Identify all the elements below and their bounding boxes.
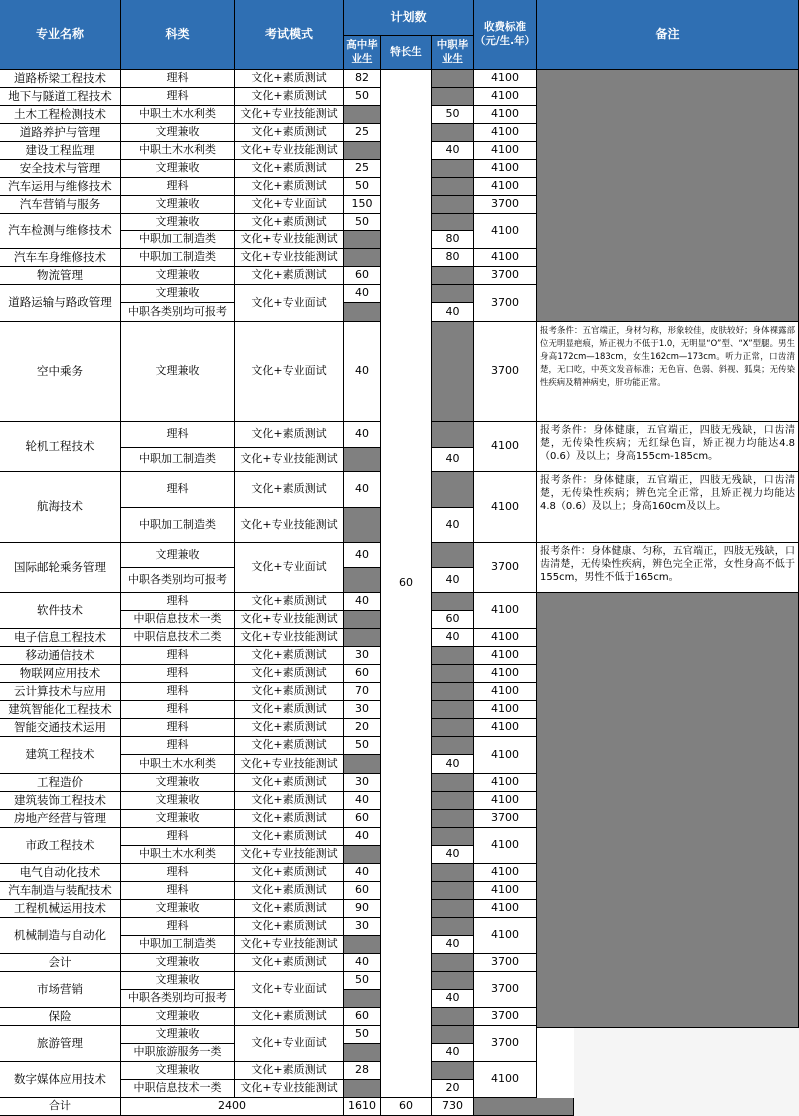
high-school-count: 40 [344, 472, 381, 508]
fee: 3700 [474, 322, 537, 422]
vocational-count-empty [432, 472, 474, 508]
exam-mode: 文化+专业面试 [235, 1026, 344, 1062]
high-school-count: 40 [344, 864, 381, 882]
fee: 4100 [474, 472, 537, 543]
exam-mode: 文化+素质测试 [235, 178, 344, 196]
vocational-count: 40 [432, 846, 474, 864]
vocational-count-empty [432, 124, 474, 142]
header-category: 科类 [121, 0, 235, 70]
exam-mode: 文化+素质测试 [235, 864, 344, 882]
exam-mode: 文化+素质测试 [235, 472, 344, 508]
category: 文理兼收 [121, 124, 235, 142]
exam-mode: 文化+素质测试 [235, 918, 344, 936]
exam-mode: 文化+专业技能测试 [235, 106, 344, 124]
major-name: 汽车制造与装配技术 [0, 882, 121, 900]
high-school-count: 40 [344, 828, 381, 846]
category: 理科 [121, 864, 235, 882]
major-name: 汽车检测与维修技术 [0, 214, 121, 249]
vocational-count-empty [432, 88, 474, 106]
category: 中职加工制造类 [121, 249, 235, 267]
category: 中职土木水利类 [121, 846, 235, 864]
vocational-count-empty [432, 737, 474, 755]
exam-mode: 文化+专业技能测试 [235, 1080, 344, 1098]
vocational-count: 40 [432, 568, 474, 593]
high-school-count: 40 [344, 792, 381, 810]
exam-mode: 文化+素质测试 [235, 719, 344, 737]
high-school-count: 60 [344, 665, 381, 683]
high-school-count: 60 [344, 267, 381, 285]
category: 中职各类别均可报考 [121, 568, 235, 593]
exam-mode: 文化+专业技能测试 [235, 936, 344, 954]
exam-mode: 文化+素质测试 [235, 160, 344, 178]
remark-air-crew: 报考条件：五官端正，身材匀称，形象较佳，皮肤较好；身体裸露部位无明显疤痕，矫正视力不低于1.0，无明显“O”型、“X”型腿。男生身高172cm—183cm，女生162cm—173cm。听力正常，口齿清楚，无口吃，中英文发音标准；无色盲、色弱、斜视、狐臭；无传染性疾病及精神病史，肝功能正常。 [537, 322, 799, 422]
exam-mode: 文化+素质测试 [235, 1062, 344, 1080]
vocational-count: 50 [432, 106, 474, 124]
exam-mode: 文化+专业技能测试 [235, 249, 344, 267]
category: 文理兼收 [121, 774, 235, 792]
vocational-count-empty [432, 70, 474, 88]
category: 中职各类别均可报考 [121, 303, 235, 322]
high-school-count: 60 [344, 1008, 381, 1026]
fee: 4100 [474, 683, 537, 701]
vocational-count-empty [432, 543, 474, 568]
major-name: 电气自动化技术 [0, 864, 121, 882]
fee: 4100 [474, 629, 537, 647]
high-school-count-empty [344, 568, 381, 593]
major-name: 智能交通技术运用 [0, 719, 121, 737]
fee: 4100 [474, 88, 537, 106]
fee: 3700 [474, 972, 537, 1008]
category: 中职加工制造类 [121, 508, 235, 543]
high-school-count: 25 [344, 124, 381, 142]
high-school-count: 60 [344, 882, 381, 900]
fee: 4100 [474, 864, 537, 882]
category: 理科 [121, 701, 235, 719]
header-fee: 收费标准（元/生.年） [474, 0, 537, 70]
exam-mode: 文化+素质测试 [235, 683, 344, 701]
high-school-count-empty [344, 755, 381, 774]
vocational-count-empty [432, 683, 474, 701]
major-name: 安全技术与管理 [0, 160, 121, 178]
vocational-count-empty [432, 665, 474, 683]
major-name: 工程机械运用技术 [0, 900, 121, 918]
total-category: 2400 [121, 1098, 344, 1116]
exam-mode: 文化+专业面试 [235, 285, 344, 322]
high-school-count: 40 [344, 593, 381, 611]
fee: 4100 [474, 665, 537, 683]
vocational-count-empty [432, 864, 474, 882]
fee: 3700 [474, 810, 537, 828]
major-name: 会计 [0, 954, 121, 972]
vocational-count-empty [432, 810, 474, 828]
exam-mode: 文化+专业面试 [235, 322, 344, 422]
remark-navigation: 报考条件：身体健康，五官端正，四肢无残缺，口齿清楚，无传染性疾病；辨色完全正常，且矫正视力均能达4.8（0.6）及以上；身高160cm及以上。 [537, 472, 799, 543]
fee: 4100 [474, 1062, 537, 1098]
exam-mode: 文化+专业技能测试 [235, 231, 344, 249]
fee: 4100 [474, 719, 537, 737]
exam-mode: 文化+专业技能测试 [235, 611, 344, 629]
high-school-count-empty [344, 508, 381, 543]
fee: 3700 [474, 954, 537, 972]
category: 文理兼收 [121, 214, 235, 231]
exam-mode: 文化+素质测试 [235, 124, 344, 142]
fee: 4100 [474, 882, 537, 900]
vocational-count: 80 [432, 231, 474, 249]
vocational-count-empty [432, 1008, 474, 1026]
major-name: 汽车营销与服务 [0, 196, 121, 214]
vocational-count: 60 [432, 611, 474, 629]
high-school-count: 30 [344, 774, 381, 792]
fee: 3700 [474, 1008, 537, 1026]
major-name: 旅游管理 [0, 1026, 121, 1062]
vocational-count-empty [432, 701, 474, 719]
category: 理科 [121, 918, 235, 936]
major-name: 轮机工程技术 [0, 422, 121, 472]
vocational-count-empty [432, 882, 474, 900]
high-school-count-empty [344, 1080, 381, 1098]
vocational-count: 20 [432, 1080, 474, 1098]
high-school-count-empty [344, 990, 381, 1008]
major-name: 电子信息工程技术 [0, 629, 121, 647]
vocational-count-empty [432, 1062, 474, 1080]
special-count-merged: 60 [381, 70, 432, 1098]
category: 文理兼收 [121, 810, 235, 828]
exam-mode: 文化+素质测试 [235, 792, 344, 810]
fee: 4100 [474, 160, 537, 178]
category: 理科 [121, 472, 235, 508]
fee: 3700 [474, 267, 537, 285]
vocational-count: 40 [432, 508, 474, 543]
fee: 3700 [474, 285, 537, 322]
vocational-count-empty [432, 828, 474, 846]
exam-mode: 文化+素质测试 [235, 701, 344, 719]
total-high-school: 1610 [344, 1098, 381, 1116]
category: 中职旅游服务一类 [121, 1044, 235, 1062]
category: 理科 [121, 422, 235, 448]
exam-mode: 文化+专业技能测试 [235, 142, 344, 160]
remark-empty [537, 70, 799, 322]
high-school-count-empty [344, 448, 381, 472]
exam-mode: 文化+专业技能测试 [235, 846, 344, 864]
high-school-count: 30 [344, 918, 381, 936]
vocational-count-empty [432, 774, 474, 792]
category: 中职土木水利类 [121, 142, 235, 160]
fee: 3700 [474, 1026, 537, 1062]
category: 理科 [121, 665, 235, 683]
exam-mode: 文化+专业技能测试 [235, 629, 344, 647]
vocational-count: 40 [432, 448, 474, 472]
high-school-count-empty [344, 249, 381, 267]
major-name: 房地产经营与管理 [0, 810, 121, 828]
header-high-school: 高中毕业生 [344, 36, 381, 70]
vocational-count-empty [432, 196, 474, 214]
high-school-count: 40 [344, 954, 381, 972]
header-exam-mode: 考试模式 [235, 0, 344, 70]
high-school-count: 30 [344, 647, 381, 665]
fee: 4100 [474, 647, 537, 665]
fee: 4100 [474, 701, 537, 719]
high-school-count-empty [344, 303, 381, 322]
category: 文理兼收 [121, 972, 235, 990]
high-school-count-empty [344, 106, 381, 124]
exam-mode: 文化+专业技能测试 [235, 508, 344, 543]
exam-mode: 文化+素质测试 [235, 810, 344, 828]
header-major: 专业名称 [0, 0, 121, 70]
major-name: 工程造价 [0, 774, 121, 792]
high-school-count: 40 [344, 543, 381, 568]
exam-mode: 文化+素质测试 [235, 882, 344, 900]
category: 文理兼收 [121, 196, 235, 214]
category: 中职信息技术一类 [121, 1080, 235, 1098]
major-name: 道路运输与路政管理 [0, 285, 121, 322]
exam-mode: 文化+素质测试 [235, 88, 344, 106]
fee: 4100 [474, 214, 537, 249]
exam-mode: 文化+素质测试 [235, 737, 344, 755]
category: 文理兼收 [121, 285, 235, 303]
fee: 4100 [474, 70, 537, 88]
total-vocational: 730 [432, 1098, 474, 1116]
fee: 4100 [474, 124, 537, 142]
high-school-count-empty [344, 142, 381, 160]
major-name: 汽车运用与维修技术 [0, 178, 121, 196]
remark-marine-engineering: 报考条件：身体健康，五官端正，四肢无残缺，口齿清楚，无传染性疾病；无红绿色盲，矫正视力均能达4.8（0.6）及以上；身高155cm-185cm。 [537, 422, 799, 472]
category: 中职信息技术一类 [121, 611, 235, 629]
vocational-count-empty [432, 900, 474, 918]
exam-mode: 文化+素质测试 [235, 70, 344, 88]
major-name: 移动通信技术 [0, 647, 121, 665]
exam-mode: 文化+素质测试 [235, 214, 344, 231]
vocational-count-empty [432, 178, 474, 196]
high-school-count: 50 [344, 1026, 381, 1044]
major-name: 建筑装饰工程技术 [0, 792, 121, 810]
exam-mode: 文化+专业面试 [235, 972, 344, 1008]
major-name: 土木工程检测技术 [0, 106, 121, 124]
vocational-count-empty [432, 954, 474, 972]
category: 文理兼收 [121, 543, 235, 568]
vocational-count: 40 [432, 629, 474, 647]
header-special: 特长生 [381, 36, 432, 70]
total-special: 60 [381, 1098, 432, 1116]
vocational-count-empty [432, 719, 474, 737]
exam-mode: 文化+素质测试 [235, 665, 344, 683]
major-name: 道路养护与管理 [0, 124, 121, 142]
total-fee-empty [474, 1098, 574, 1116]
major-name: 软件技术 [0, 593, 121, 629]
major-name: 汽车车身维修技术 [0, 249, 121, 267]
fee: 4100 [474, 792, 537, 810]
vocational-count-empty [432, 593, 474, 611]
header-remark: 备注 [537, 0, 799, 70]
high-school-count: 40 [344, 422, 381, 448]
vocational-count-empty [432, 267, 474, 285]
high-school-count: 90 [344, 900, 381, 918]
category: 理科 [121, 88, 235, 106]
high-school-count: 50 [344, 214, 381, 231]
major-name: 地下与隧道工程技术 [0, 88, 121, 106]
high-school-count: 70 [344, 683, 381, 701]
fee: 3700 [474, 543, 537, 593]
vocational-count-empty [432, 1026, 474, 1044]
major-name: 市场营销 [0, 972, 121, 1008]
high-school-count: 20 [344, 719, 381, 737]
fee: 3700 [474, 196, 537, 214]
vocational-count-empty [432, 918, 474, 936]
vocational-count: 40 [432, 990, 474, 1008]
high-school-count: 40 [344, 285, 381, 303]
fee: 4100 [474, 774, 537, 792]
fee: 4100 [474, 422, 537, 472]
fee: 4100 [474, 918, 537, 954]
category: 理科 [121, 593, 235, 611]
vocational-count: 40 [432, 142, 474, 160]
high-school-count-empty [344, 611, 381, 629]
fee: 4100 [474, 828, 537, 864]
category: 文理兼收 [121, 900, 235, 918]
category: 理科 [121, 647, 235, 665]
fee: 4100 [474, 249, 537, 267]
exam-mode: 文化+素质测试 [235, 774, 344, 792]
remark-empty [537, 593, 799, 1028]
fee: 4100 [474, 593, 537, 629]
major-name: 物流管理 [0, 267, 121, 285]
category: 理科 [121, 737, 235, 755]
vocational-count: 40 [432, 1044, 474, 1062]
header-vocational: 中职毕业生 [432, 36, 474, 70]
category: 文理兼收 [121, 792, 235, 810]
high-school-count-empty [344, 1044, 381, 1062]
high-school-count: 30 [344, 701, 381, 719]
vocational-count-empty [432, 285, 474, 303]
fee: 4100 [474, 106, 537, 124]
category: 文理兼收 [121, 954, 235, 972]
category: 文理兼收 [121, 1026, 235, 1044]
major-name: 数字媒体应用技术 [0, 1062, 121, 1098]
exam-mode: 文化+专业面试 [235, 196, 344, 214]
category: 理科 [121, 178, 235, 196]
category: 中职土木水利类 [121, 755, 235, 774]
major-name: 空中乘务 [0, 322, 121, 422]
exam-mode: 文化+专业面试 [235, 543, 344, 593]
high-school-count-empty [344, 846, 381, 864]
fee: 4100 [474, 142, 537, 160]
category: 理科 [121, 683, 235, 701]
vocational-count: 40 [432, 755, 474, 774]
major-name: 物联网应用技术 [0, 665, 121, 683]
category: 中职加工制造类 [121, 231, 235, 249]
category: 中职加工制造类 [121, 936, 235, 954]
major-name: 建设工程监理 [0, 142, 121, 160]
major-name: 市政工程技术 [0, 828, 121, 864]
exam-mode: 文化+专业技能测试 [235, 755, 344, 774]
vocational-count-empty [432, 160, 474, 178]
vocational-count: 80 [432, 249, 474, 267]
high-school-count: 150 [344, 196, 381, 214]
vocational-count-empty [432, 422, 474, 448]
high-school-count: 82 [344, 70, 381, 88]
vocational-count: 40 [432, 303, 474, 322]
category: 文理兼收 [121, 1008, 235, 1026]
high-school-count: 50 [344, 737, 381, 755]
major-name: 机械制造与自动化 [0, 918, 121, 954]
major-name: 建筑智能化工程技术 [0, 701, 121, 719]
header-plan: 计划数 [344, 0, 474, 36]
high-school-count-empty [344, 231, 381, 249]
category: 文理兼收 [121, 160, 235, 178]
blank-area [574, 1028, 799, 1116]
category: 理科 [121, 828, 235, 846]
high-school-count: 40 [344, 322, 381, 422]
category: 理科 [121, 70, 235, 88]
vocational-count-empty [432, 647, 474, 665]
exam-mode: 文化+素质测试 [235, 267, 344, 285]
high-school-count-empty [344, 629, 381, 647]
fee: 4100 [474, 737, 537, 774]
major-name: 建筑工程技术 [0, 737, 121, 774]
exam-mode: 文化+素质测试 [235, 900, 344, 918]
category: 中职土木水利类 [121, 106, 235, 124]
vocational-count: 40 [432, 936, 474, 954]
high-school-count: 25 [344, 160, 381, 178]
major-name: 国际邮轮乘务管理 [0, 543, 121, 593]
major-name: 道路桥梁工程技术 [0, 70, 121, 88]
category: 文理兼收 [121, 267, 235, 285]
vocational-count-empty [432, 972, 474, 990]
exam-mode: 文化+素质测试 [235, 593, 344, 611]
fee: 4100 [474, 900, 537, 918]
fee: 4100 [474, 178, 537, 196]
exam-mode: 文化+专业技能测试 [235, 448, 344, 472]
category: 中职各类别均可报考 [121, 990, 235, 1008]
vocational-count-empty [432, 214, 474, 231]
exam-mode: 文化+素质测试 [235, 647, 344, 665]
exam-mode: 文化+素质测试 [235, 828, 344, 846]
vocational-count-empty [432, 792, 474, 810]
category: 理科 [121, 882, 235, 900]
major-name: 云计算技术与应用 [0, 683, 121, 701]
high-school-count-empty [344, 936, 381, 954]
high-school-count: 28 [344, 1062, 381, 1080]
high-school-count: 60 [344, 810, 381, 828]
remark-cruise-crew: 报考条件：身体健康、匀称，五官端正，四肢无残缺，口齿清楚，无传染性疾病，辨色完全正常，女性身高不低于155cm，男性不低于165cm。 [537, 543, 799, 593]
high-school-count: 50 [344, 178, 381, 196]
exam-mode: 文化+素质测试 [235, 954, 344, 972]
major-name: 航海技术 [0, 472, 121, 543]
category: 中职加工制造类 [121, 448, 235, 472]
exam-mode: 文化+素质测试 [235, 1008, 344, 1026]
exam-mode: 文化+素质测试 [235, 422, 344, 448]
category: 文理兼收 [121, 322, 235, 422]
vocational-count-empty [432, 322, 474, 422]
major-name: 保险 [0, 1008, 121, 1026]
high-school-count: 50 [344, 88, 381, 106]
category: 理科 [121, 719, 235, 737]
high-school-count: 50 [344, 972, 381, 990]
category: 中职信息技术二类 [121, 629, 235, 647]
total-label: 合计 [0, 1098, 121, 1116]
category: 文理兼收 [121, 1062, 235, 1080]
